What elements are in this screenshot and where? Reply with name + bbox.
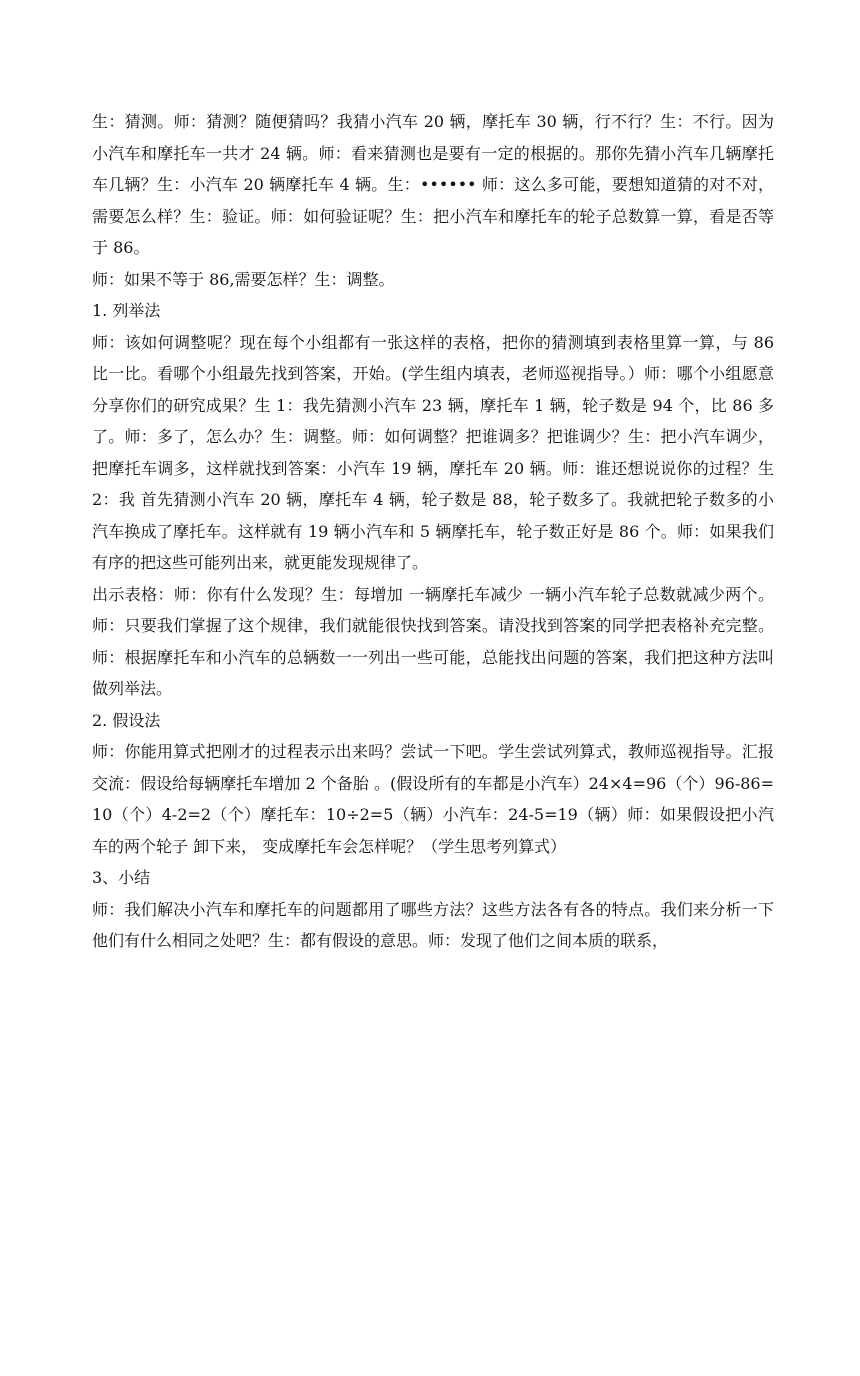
paragraph-table-findings: 出示表格：师：你有什么发现？生：每增加 一辆摩托车减少 一辆小汽车轮子总数就减少两个。师：只要我们掌握了这个规律，我们就能很快找到答案。请没找到答案的同学把表格补充完整。师：根据摩托车和小汽车的总辆数一一列出一些可能，总能找出问题的答案，我们把这种方法叫做列举法。 [92,584,774,698]
paragraph-summary: 师：我们解决小汽车和摩托车的问题都用了哪些方法？这些方法各有各的特点。我们来分析一下他们有什么相同之处吧？生：都有假设的意思。师：发现了他们之间本质的联系， [92,899,774,950]
heading-enumeration-method: 1. 列举法 [92,301,161,320]
paragraph-adjust: 师：如果不等于 86,需要怎样？生：调整。 [92,269,395,289]
document-page [92,106,774,957]
paragraph-assumption: 师：你能用算式把刚才的过程表示出来吗？尝试一下吧。学生尝试列算式，教师巡视指导。汇报交流：假设给每辆摩托车增加 2 个备胎 。(假设所有的车都是小汽车）24×4=96（个）96-86=10（个）4-2=2（个）摩托车：10÷2=5（辆）小汽车：24-5=19（辆）师：如果假设把小汽车的两个轮子 卸下来， 变成摩托车会怎样呢？（学生思考列算式） [92,742,774,856]
paragraph-guess-verify: 生：猜测。师：猜测？随便猜吗？我猜小汽车 20 辆，摩托车 30 辆，行不行？生：不行。因为小汽车和摩托车一共才 24 辆。师：看来猜测也是要有一定的根据的。那你先猜小汽车几辆摩托车几辆？生：小汽车 20 辆摩托车 4 辆。生：•••••• 师：这么多可能，要想知道猜的对不对，需要怎么样？生：验证。师：如何验证呢？生：把小汽车和摩托车的轮子总数算一算，看是否等于 86。 [92,112,774,257]
heading-assumption-method: 2. 假设法 [92,710,161,730]
heading-summary: 3、小结 [92,868,151,887]
paragraph-enumeration: 师：该如何调整呢？现在每个小组都有一张这样的表格，把你的猜测填到表格里算一算，与 86 比一比。看哪个小组最先找到答案，开始。(学生组内填表，老师巡视指导。）师：哪个小组愿意分享你们的研究成果？生 1：我先猜测小汽车 23 辆，摩托车 1 辆，轮子数是 94 个，比 86 多了。师：多了，怎么办？生：调整。师：如何调整？把谁调多？把谁调少？生：把小汽车调少，把摩托车调多，这样就找到答案：小汽车 19 辆，摩托车 20 辆。师：谁还想说说你的过程？生 2：我 首先猜测小汽车 20 辆，摩托车 4 辆，轮子数是 88，轮子数多了。我就把轮子数多的小汽车换成了摩托车。这样就有 19 辆小汽车和 5 辆摩托车，轮子数正好是 86 个。师：如果我们有序的把这些可能列出来，就更能发现规律了。 [92,332,774,572]
